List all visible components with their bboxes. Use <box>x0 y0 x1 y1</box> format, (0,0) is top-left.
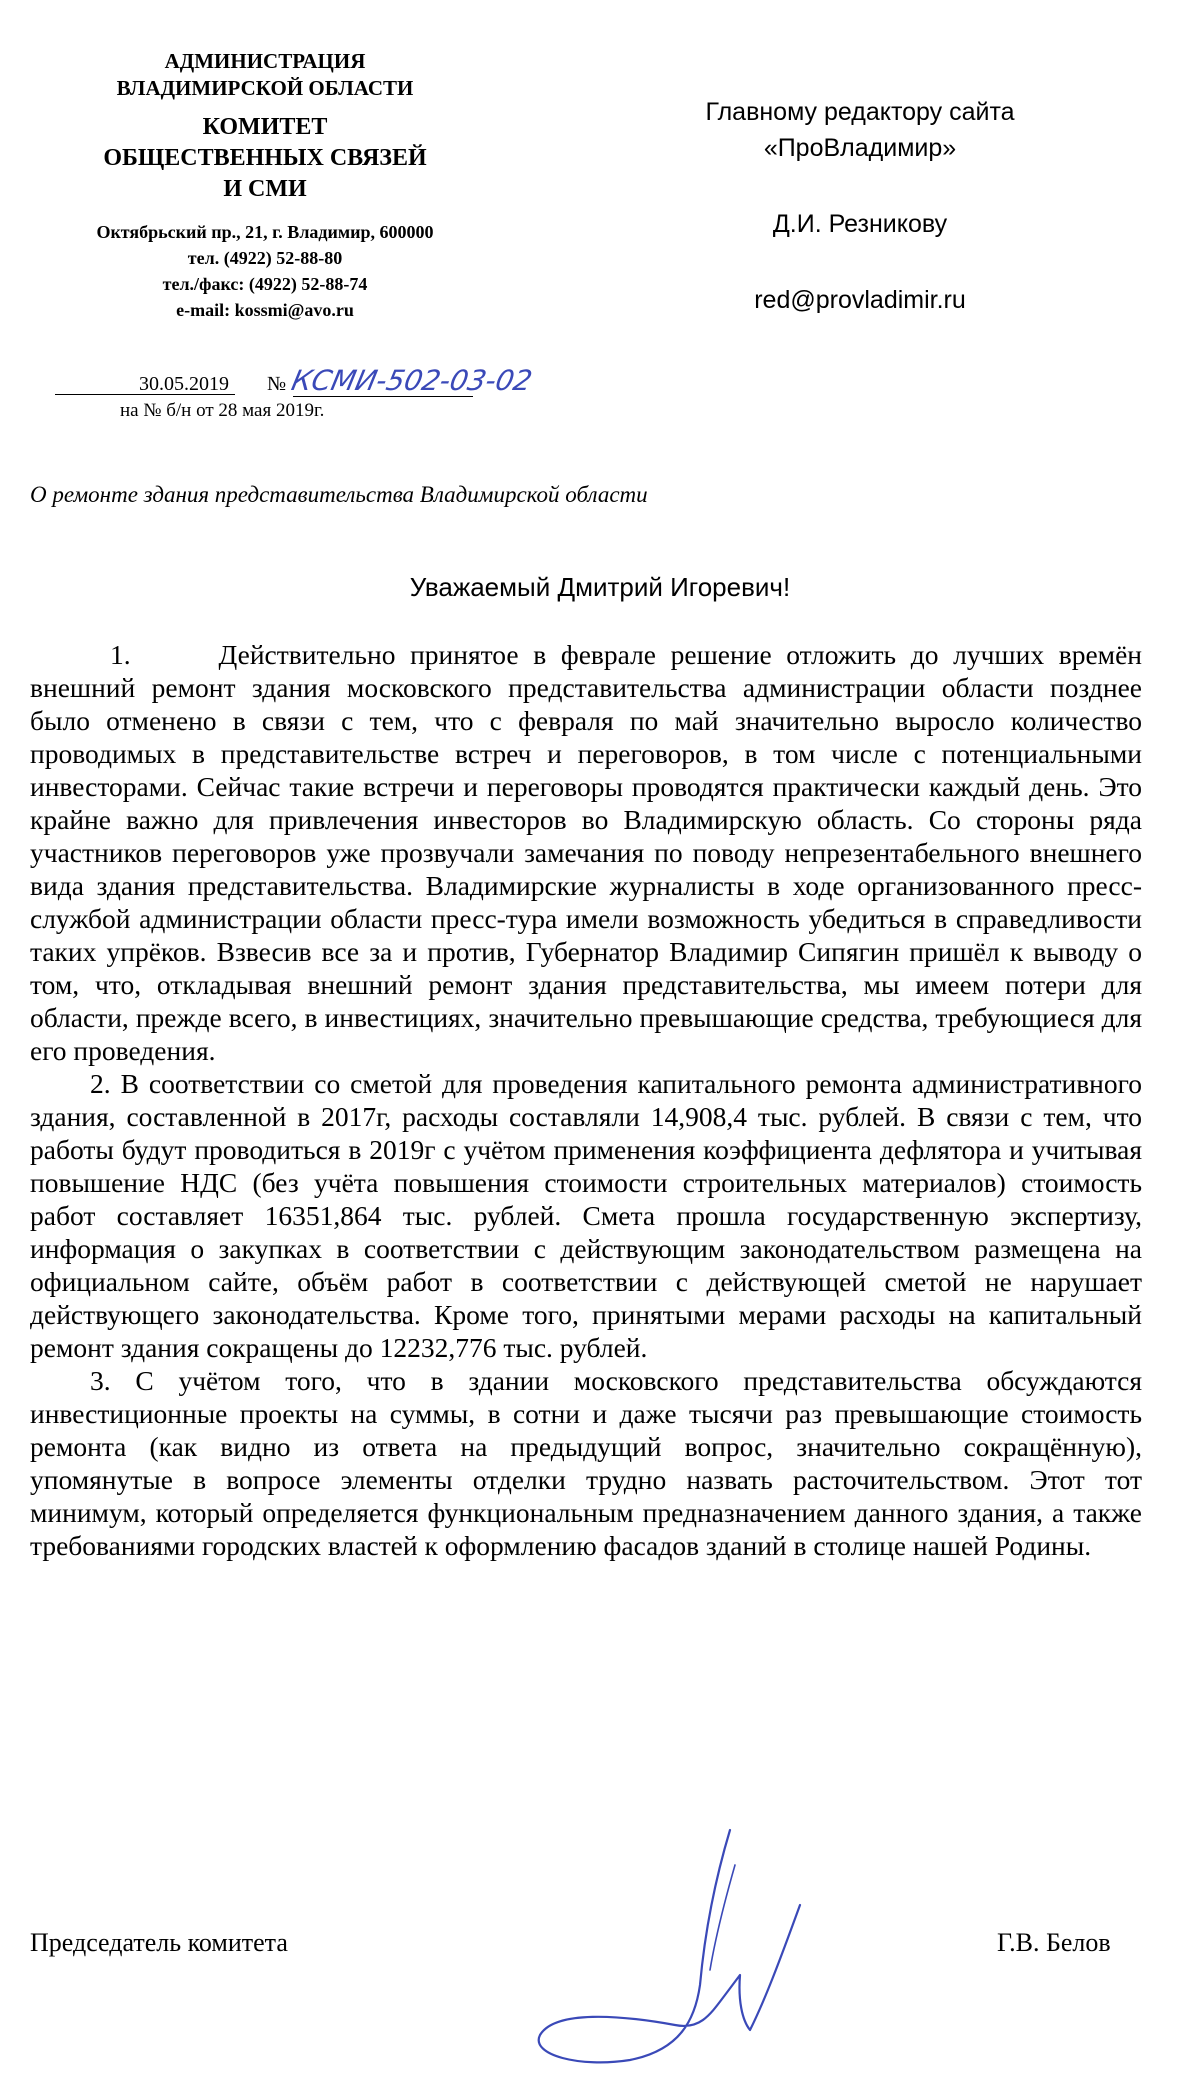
letterhead <box>30 48 500 323</box>
svg-text:КСМИ-502-03-02: КСМИ-502-03-02 <box>288 364 536 397</box>
signatory-name: Г.В. Белов <box>997 1928 1111 1957</box>
paragraph-1: 1. Действительно принятое в феврале решение отложить до лучших времён внешний ремонт здания московского представительства администрации области позднее было отменено в связи с тем, что с февраля по май значительно выросло количество проводимых в представительстве встреч и переговоров, в том числе с потенциальными инвесторами. Сейчас такие встречи и переговоры проводятся практически каждый день. Это крайне важно для привлечения инвесторов во Владимирскую область. Со стороны ряда участников переговоров уже прозвучали замечания по поводу непрезентабельного внешнего вида здания представительства. Владимирские журналисты в ходе организованного пресс-службой администрации области пресс-тура имели возможность убедиться в справедливости таких упрёков. Взвесив все за и против, Губернатор Владимир Сипягин пришёл к выводу о том, что, откладывая внешний ремонт здания представительства, мы имеем потери для области, прежде всего, в инвестициях, значительно превышающие средства, требующиеся для его проведения. <box>30 639 1149 1066</box>
addressee-email: red@provladimir.ru <box>754 286 966 314</box>
admin-line-1: АДМИНИСТРАЦИЯ <box>164 49 366 73</box>
fax: тел./факс: (4922) 52-88-74 <box>162 274 368 294</box>
document-number <box>288 362 536 397</box>
addressee-line-2: «ПроВладимир» <box>763 134 957 162</box>
committee-line-1: КОМИТЕТ <box>202 114 328 140</box>
letter-subject: О ремонте здания представительства Владимирской области <box>30 482 648 507</box>
admin-line-2: ВЛАДИМИРСКОЙ ОБЛАСТИ <box>116 76 414 100</box>
administration-name <box>30 48 500 102</box>
contacts <box>30 219 500 323</box>
addressee-block <box>620 94 1100 318</box>
committee-line-2: ОБЩЕСТВЕННЫХ СВЯЗЕЙ <box>103 145 427 171</box>
addressee-name: Д.И. Резникову <box>772 210 948 238</box>
letter-body <box>30 638 1149 1562</box>
paragraph-3: 3. С учётом того, что в здании московского представительства обсуждаются инвестиционные проекты на суммы, в сотни и даже тысячи раз превышающие стоимость ремонта (как видно из ответа на предыдущий вопрос, значительно сокращённую), упомянутые в вопросе элементы отделки трудно назвать расточительством. Этот тот минимум, который определяется функциональным предназначением данного здания, а также требованиями городских властей к оформлению фасадов зданий в столице нашей Родины. <box>30 1365 1142 1561</box>
address: Октябрьский пр., 21, г. Владимир, 600000 <box>96 222 434 242</box>
committee-line-3: И СМИ <box>223 176 307 202</box>
handwritten-signature <box>510 1810 830 2070</box>
committee-name <box>30 112 500 205</box>
document-date: 30.05.2019 <box>55 374 235 395</box>
phone: тел. (4922) 52-88-80 <box>187 248 343 268</box>
number-sign: № <box>267 373 287 395</box>
reference-line: на № б/н от 28 мая 2019г. <box>120 400 325 421</box>
email: e-mail: kossmi@avo.ru <box>176 300 354 320</box>
greeting: Уважаемый Дмитрий Игоревич! <box>409 572 791 602</box>
signatory-title: Председатель комитета <box>30 1928 288 1957</box>
handwritten-number <box>288 358 536 398</box>
addressee-line-1: Главному редактору сайта <box>705 98 1015 126</box>
paragraph-2: 2. В соответствии со сметой для проведения капитального ремонта административного здания, составленной в 2017г, расходы составляли 14,908,4 тыс. рублей. В связи с тем, что работы будут проводиться в 2019г с учётом применения коэффициента дефлятора и учитывая повышение НДС (без учёта повышения стоимости строительных материалов) стоимость работ составляет 16351,864 тыс. рублей. Смета прошла государственную экспертизу, информация о закупках в соответствии с действующим законодательством размещена на официальном сайте, объём работ в соответствии с действующей сметой не нарушает действующего законодательства. Кроме того, принятыми мерами расходы на капитальный ремонт здания сокращены до 12232,776 тыс. рублей. <box>30 1068 1142 1363</box>
